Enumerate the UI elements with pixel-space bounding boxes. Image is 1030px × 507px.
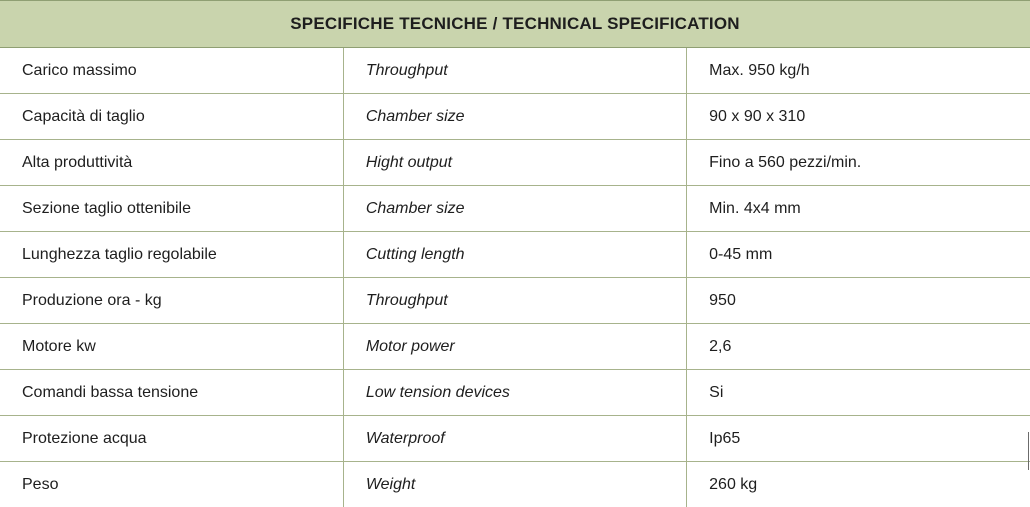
english-label: Chamber size [343,94,686,140]
spec-value: 90 x 90 x 310 [687,94,1030,140]
italian-label: Alta produttività [0,140,343,186]
spec-value: Max. 950 kg/h [687,48,1030,94]
italian-label: Capacità di taglio [0,94,343,140]
table-row [0,140,1030,186]
spec-value: Fino a 560 pezzi/min. [687,140,1030,186]
english-label: Motor power [343,324,686,370]
table-row [0,232,1030,278]
english-label: Weight [343,462,686,507]
table-row [0,462,1030,507]
table-row [0,48,1030,94]
table-header-row [0,1,1030,48]
italian-label: Carico massimo [0,48,343,94]
spec-value: 0-45 mm [687,232,1030,278]
spec-value: Ip65 [687,416,1030,462]
italian-label: Comandi bassa tensione [0,370,343,416]
spec-value: Min. 4x4 mm [687,186,1030,232]
italian-label: Peso [0,462,343,507]
spec-value: 2,6 [687,324,1030,370]
english-label: Low tension devices [343,370,686,416]
italian-label: Protezione acqua [0,416,343,462]
table-row [0,94,1030,140]
italian-label: Lunghezza taglio regolabile [0,232,343,278]
english-label: Cutting length [343,232,686,278]
english-label: Hight output [343,140,686,186]
english-label: Throughput [343,278,686,324]
table-row [0,278,1030,324]
spec-value: 260 kg [687,462,1030,507]
table-row [0,186,1030,232]
table-row [0,416,1030,462]
italian-label: Sezione taglio ottenibile [0,186,343,232]
english-label: Throughput [343,48,686,94]
table-title: SPECIFICHE TECNICHE / TECHNICAL SPECIFICATION [0,1,1030,48]
english-label: Waterproof [343,416,686,462]
english-label: Chamber size [343,186,686,232]
spec-value: 950 [687,278,1030,324]
spec-value: Si [687,370,1030,416]
table-row [0,324,1030,370]
table-row [0,370,1030,416]
italian-label: Produzione ora - kg [0,278,343,324]
page-edge-line [1028,432,1029,470]
italian-label: Motore kw [0,324,343,370]
